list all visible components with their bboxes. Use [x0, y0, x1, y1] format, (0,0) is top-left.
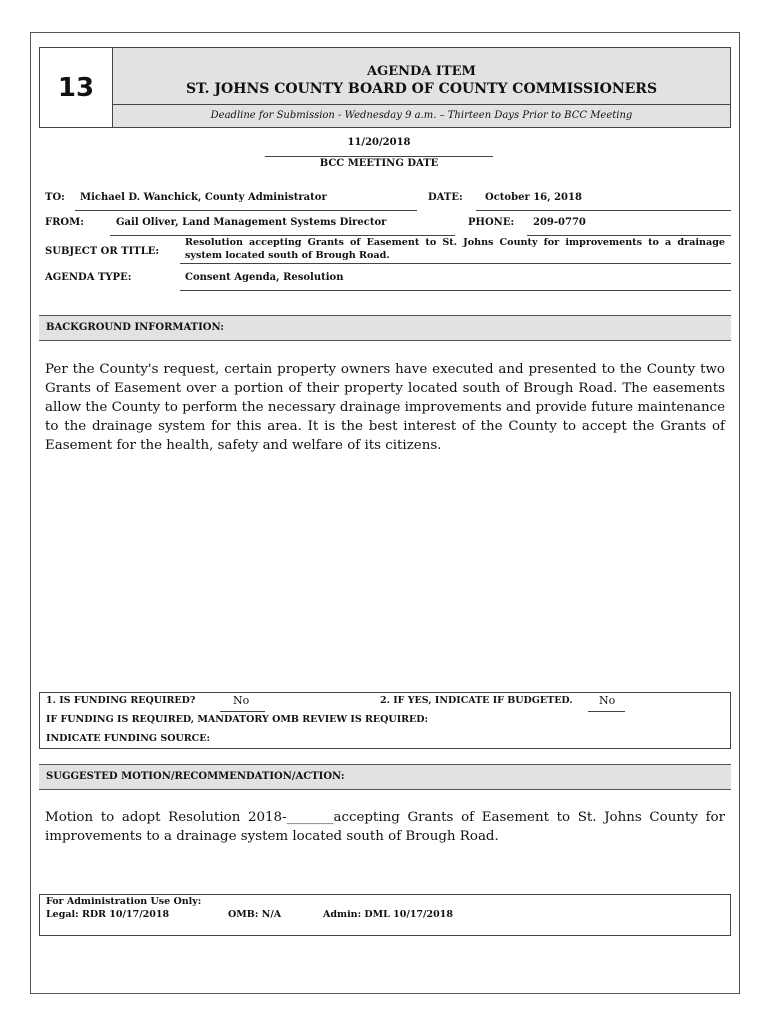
to-label: TO: — [45, 192, 65, 203]
agenda-type-underline — [180, 290, 731, 291]
page-border — [30, 32, 740, 994]
from-label: FROM: — [45, 217, 84, 228]
agenda-item-number — [39, 47, 113, 128]
from-underline — [110, 235, 455, 236]
omb-review-label: IF FUNDING IS REQUIRED, MANDATORY OMB REVIEW IS REQUIRED: — [46, 714, 429, 725]
subject-value: Resolution accepting Grants of Easement to St. Johns County for improvements to a drainage system located south of Brough Road. — [185, 237, 725, 261]
admin-legal: Legal: RDR 10/17/2018 — [46, 909, 170, 920]
header-title-box — [112, 47, 731, 105]
subject-label: SUBJECT OR TITLE: — [45, 246, 160, 257]
to-value: Michael D. Wanchick, County Administrator — [80, 192, 327, 203]
funding-required-label: 1. IS FUNDING REQUIRED? — [46, 695, 196, 706]
agenda-type-label: AGENDA TYPE: — [45, 272, 132, 283]
background-text: Per the County's request, certain property owners have executed and presented to the County two Grants of Easement over a portion of their property located south of Brough Road. The easements allow the County to perform the necessary drainage improvements and provide future maintenance to the drainage system for this area. It is the best interest of the County to accept the Grants of Easement for the health, safety and welfare of its citizens. — [45, 362, 725, 453]
admin-signoff: Admin: DML 10/17/2018 — [323, 909, 453, 920]
from-value: Gail Oliver, Land Management Systems Director — [116, 217, 387, 228]
board-title: ST. JOHNS COUNTY BOARD OF COUNTY COMMISSIONERS — [185, 81, 658, 97]
to-underline — [75, 210, 417, 211]
phone-label: PHONE: — [468, 217, 515, 228]
meeting-date-label: BCC MEETING DATE — [319, 158, 439, 169]
phone-value: 209-0770 — [533, 217, 586, 228]
phone-underline — [527, 235, 731, 236]
deadline-note: Deadline for Submission - Wednesday 9 a.m. – Thirteen Days Prior to BCC Meeting — [112, 104, 731, 128]
subject-underline — [180, 263, 731, 264]
item-number-text: 13 — [57, 72, 95, 103]
agenda-type-value: Consent Agenda, Resolution — [185, 272, 344, 283]
funding-source-label: INDICATE FUNDING SOURCE: — [46, 733, 210, 744]
motion-heading: SUGGESTED MOTION/RECOMMENDATION/ACTION: — [39, 764, 731, 790]
motion-text: Motion to adopt Resolution 2018-_______accepting Grants of Easement to St. Johns County for improvements to a drainage system located south of Brough Road. — [45, 810, 725, 844]
meeting-date-underline — [265, 156, 493, 157]
funding-required-underline — [220, 711, 265, 712]
admin-heading: For Administration Use Only: — [46, 896, 202, 907]
date-value: October 16, 2018 — [485, 192, 582, 203]
budgeted-label: 2. IF YES, INDICATE IF BUDGETED. — [380, 695, 573, 706]
budgeted-underline — [588, 711, 625, 712]
meeting-date: 11/20/2018 — [347, 137, 411, 148]
budgeted-value: No — [599, 694, 616, 707]
agenda-item-heading: AGENDA ITEM — [367, 64, 476, 79]
admin-omb: OMB: N/A — [228, 909, 282, 920]
background-heading: BACKGROUND INFORMATION: — [39, 315, 731, 341]
funding-required-value: No — [233, 694, 250, 707]
date-label: DATE: — [428, 192, 463, 203]
date-underline — [476, 210, 731, 211]
